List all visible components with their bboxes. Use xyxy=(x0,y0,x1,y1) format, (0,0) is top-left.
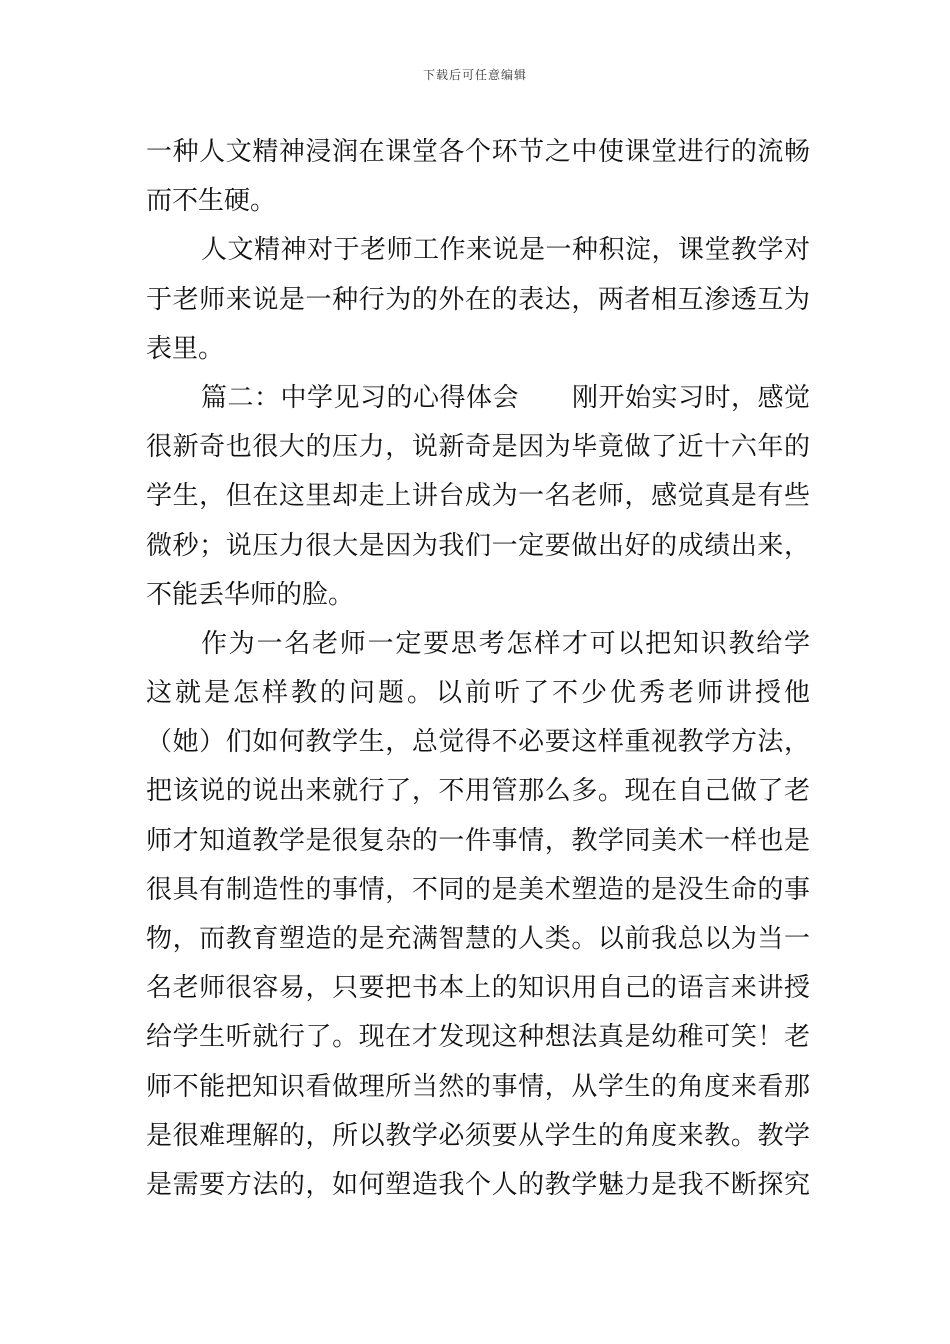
text-line: 把该说的说出来就行了，不用管那么多。现在自己做了老 xyxy=(146,776,810,807)
text-line: 师才知道教学是很复杂的一件事情，教学同美术一样也是 xyxy=(146,825,810,856)
text-line: 师不能把知识看做理所当然的事情，从学生的角度来看那 xyxy=(146,1071,810,1102)
text-line: 作为一名老师一定要思考怎样才可以把知识教给学 xyxy=(201,628,810,659)
text-line: 一种人文精神浸润在课堂各个环节之中使课堂进行的流畅 xyxy=(146,137,810,167)
text-line: 人文精神对于老师工作来说是一种积淀，课堂教学对 xyxy=(201,235,810,266)
text-line: 是很难理解的，所以教学必须要从学生的角度来教。教学 xyxy=(146,1120,810,1151)
text-line: 是需要方法的，如何塑造我个人的教学魅力是我不断探究 xyxy=(146,1169,810,1200)
text-line: 表里。 xyxy=(146,333,225,364)
text-line: 名老师很容易，只要把书本上的知识用自己的语言来讲授 xyxy=(146,973,810,1004)
text-line: 于老师来说是一种行为的外在的表达，两者相互渗透互为 xyxy=(146,284,810,315)
page-header: 下载后可任意编辑 xyxy=(422,68,527,82)
text-line: 给学生听就行了。现在才发现这种想法真是幼稚可笑！老 xyxy=(146,1022,810,1053)
text-line: 篇二：中学见习的心得体会 刚开始实习时，感觉 xyxy=(201,382,810,413)
text-line: （她）们如何教学生，总觉得不必要这样重视教学方法， xyxy=(146,727,810,758)
text-line: 不能丢华师的脸。 xyxy=(146,579,355,610)
text-line: 而不生硬。 xyxy=(146,186,277,217)
text-line: 物，而教育塑造的是充满智慧的人类。以前我总以为当一 xyxy=(146,924,810,954)
text-line: 学生，但在这里却走上讲台成为一名老师，感觉真是有些 xyxy=(146,481,810,512)
text-line: 很新奇也很大的压力，说新奇是因为毕竟做了近十六年的 xyxy=(146,432,810,463)
document-body xyxy=(146,128,810,1210)
text-line: 微秒；说压力很大是因为我们一定要做出好的成绩出来， xyxy=(146,530,810,561)
text-line: 这就是怎样教的问题。以前听了不少优秀老师讲授他 xyxy=(146,678,810,709)
text-line: 很具有制造性的事情，不同的是美术塑造的是没生命的事 xyxy=(146,874,810,905)
